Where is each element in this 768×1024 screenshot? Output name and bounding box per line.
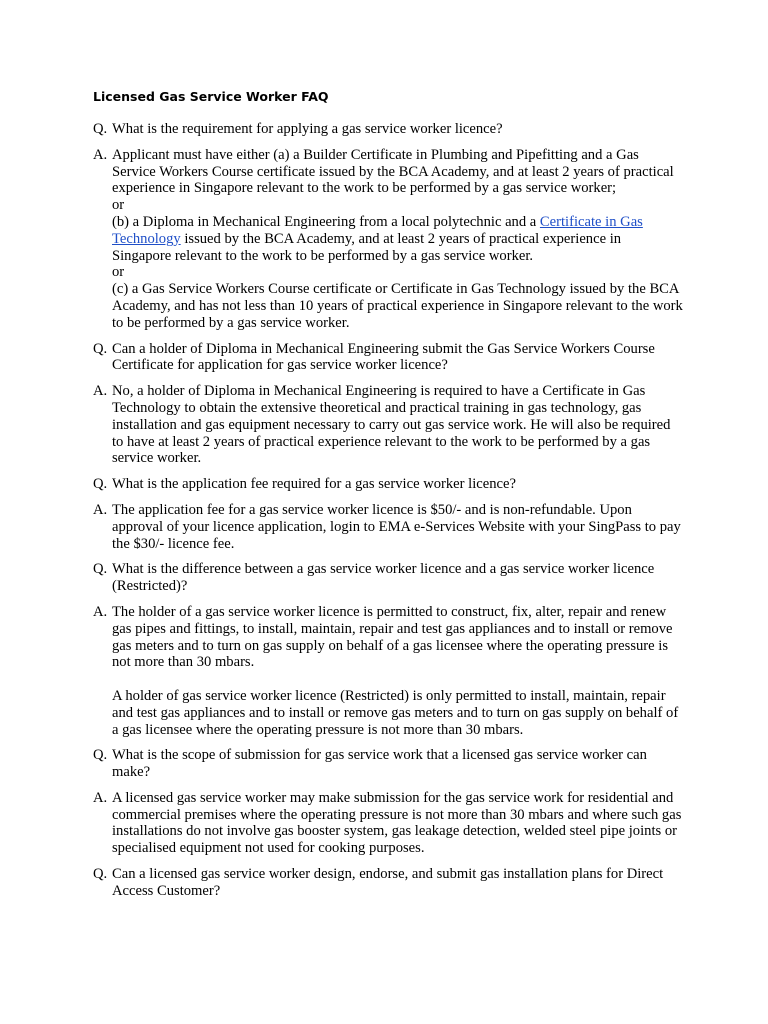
option-b-text-end: issued by the BCA Academy, and at least 2 years of practical experience in Singapore relevant to the work to be performed by a gas service worker. xyxy=(112,230,622,264)
question-tag: Q. xyxy=(93,866,108,883)
question-4 xyxy=(93,561,683,595)
answer-text: A licensed gas service worker may make submission for the gas service work for residential and commercial premises where the operating pressure is not more than 30 mbars and where such gas installations do not involve gas booster system, gas leakage detection, welded steel pipe joints or specialised equipment not used for cooking purposes. xyxy=(112,789,682,857)
question-text: What is the requirement for applying a gas service worker licence? xyxy=(112,121,503,137)
question-tag: Q. xyxy=(93,476,108,493)
answer-paragraph: The holder of a gas service worker licence is permitted to construct, fix, alter, repair and renew gas pipes and fittings, to install, maintain, repair and test gas appliances and to install or remove gas meters and to turn on gas supply on behalf of a gas licensee where the operating pressure is not more than 30 mbars. xyxy=(112,603,673,671)
answer-tag: A. xyxy=(93,383,108,400)
answer-4 xyxy=(93,604,683,738)
or-separator: or xyxy=(112,264,125,281)
question-tag: Q. xyxy=(93,340,108,357)
answer-tag: A. xyxy=(93,146,108,163)
answer-text: No, a holder of Diploma in Mechanical Engineering is required to have a Certificate in Gas Technology to obtain the extensive theoretical and practical training in gas technology, gas installation and gas equipment necessary to carry out gas service work. He will also be required to have at least 2 years of practical experience relevant to the work to be performed by a gas service worker. xyxy=(112,383,671,467)
option-b-text-start: (b) a Diploma in Mechanical Engineering from a local polytechnic and a xyxy=(112,213,540,230)
question-3 xyxy=(93,476,683,493)
answer-option-a: Applicant must have either (a) a Builder Certificate in Plumbing and Pipefitting and a Gas Service Workers Course certificate issued by the BCA Academy, and at least 2 years of practical experience in Singapore relevant to the work to be performed by a gas service worker; xyxy=(112,146,674,197)
answer-5 xyxy=(93,790,683,857)
question-text: What is the application fee required for a gas service worker licence? xyxy=(112,476,516,493)
question-text: Can a licensed gas service worker design, endorse, and submit gas installation plans for Direct Access Customer? xyxy=(112,866,664,899)
answer-option-c: (c) a Gas Service Workers Course certificate or Certificate in Gas Technology issued by the BCA Academy, and has not less than 10 years of practical experience in Singapore relevant to the work to be performed by a gas service worker. xyxy=(112,281,683,331)
question-5 xyxy=(93,747,683,781)
question-2 xyxy=(93,341,683,375)
answer-body xyxy=(112,147,683,332)
or-separator: or xyxy=(112,197,125,214)
answer-tag: A. xyxy=(93,501,108,518)
answer-body xyxy=(112,604,683,738)
paragraph-gap xyxy=(112,671,683,688)
question-text: Can a holder of Diploma in Mechanical Engineering submit the Gas Service Workers Course Certificate for application for gas service worker licence? xyxy=(112,340,655,374)
answer-option-b xyxy=(112,214,683,264)
certificate-in-gas-technology-link[interactable]: Certificate in Gas Technology xyxy=(112,213,643,247)
question-1 xyxy=(93,121,683,138)
answer-2 xyxy=(93,383,683,467)
question-tag: Q. xyxy=(93,561,108,578)
question-tag: Q. xyxy=(93,121,108,137)
page-title: Licensed Gas Service Worker FAQ xyxy=(93,89,329,104)
answer-paragraph: A holder of gas service worker licence (Restricted) is only permitted to install, maintain, repair and test gas appliances and to install or remove gas meters and to turn on gas supply on behalf of a gas licensee where the operating pressure is not more than 30 mbars. xyxy=(112,687,679,738)
question-tag: Q. xyxy=(93,747,108,764)
answer-1 xyxy=(93,147,683,332)
answer-tag: A. xyxy=(93,603,108,620)
faq-list xyxy=(93,121,683,909)
answer-3 xyxy=(93,502,683,552)
answer-text: The application fee for a gas service worker licence is $50/- and is non-refundable. Upon approval of your licence application, login to EMA e-Services Website with your SingPass to pay the $30/- licence fee. xyxy=(112,501,681,552)
question-text: What is the difference between a gas service worker licence and a gas service worker licence (Restricted)? xyxy=(112,561,655,595)
answer-tag: A. xyxy=(93,789,108,806)
question-6 xyxy=(93,866,683,900)
question-text: What is the scope of submission for gas service work that a licensed gas service worker can make? xyxy=(112,747,647,781)
